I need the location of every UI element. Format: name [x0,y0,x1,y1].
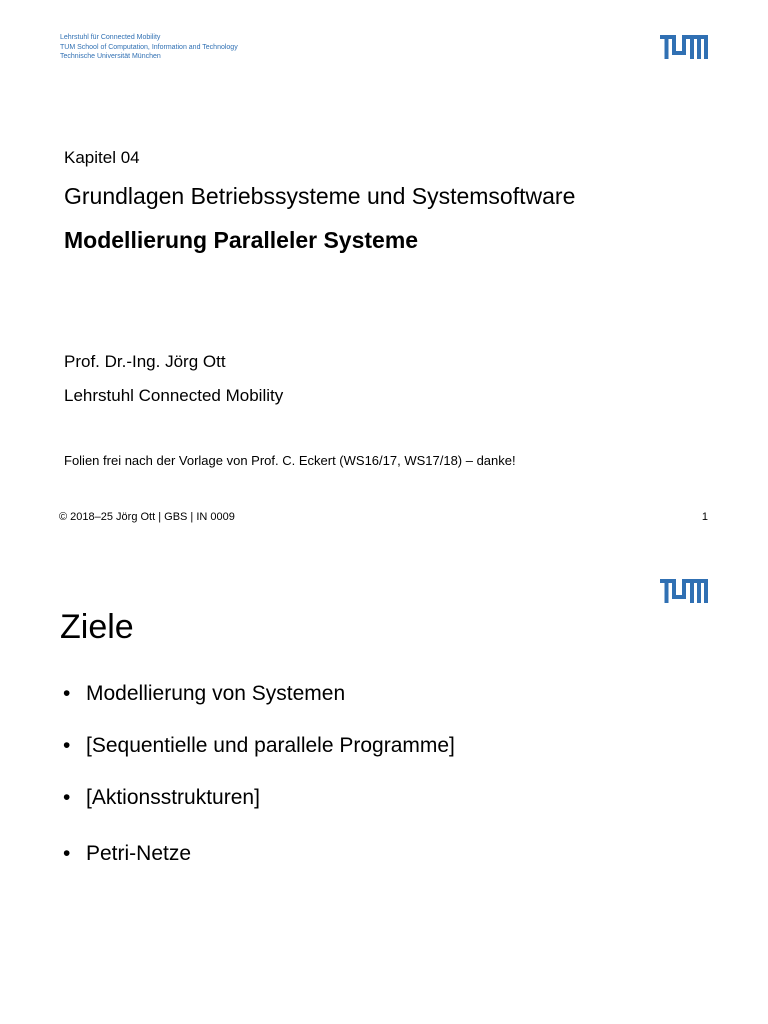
institution-line: Technische Universität München [60,53,161,60]
tum-logo [660,579,708,603]
list-item: • Modellierung von Systemen [63,682,455,708]
institution-line: Lehrstuhl für Connected Mobility [60,34,161,41]
chair-name: Lehrstuhl Connected Mobility [64,386,284,405]
slide-title: Ziele [60,608,134,646]
professor-name: Prof. Dr.-Ing. Jörg Ott [64,352,226,371]
lecture-topic: Modellierung Paralleler Systeme [64,227,419,253]
credits-note: Folien frei nach der Vorlage von Prof. C. Eckert (WS16/17, WS17/18) – danke! [64,453,516,468]
goals-list [63,682,455,868]
page-number: 1 [701,511,708,523]
list-item: • [Sequentielle und parallele Programme] [63,734,455,760]
chapter-label: Kapitel 04 [64,148,140,167]
course-title: Grundlagen Betriebssysteme und Systemsoftware [64,183,576,209]
institution-line: TUM School of Computation, Information and Technology [60,43,238,51]
tum-logo [660,35,708,59]
slide-footer: © 2018–25 Jörg Ott | GBS | IN 0009 [59,511,235,523]
list-item: • [Aktionsstrukturen] [63,786,455,812]
institution-block [60,33,238,62]
list-item: • Petri-Netze [63,842,455,868]
